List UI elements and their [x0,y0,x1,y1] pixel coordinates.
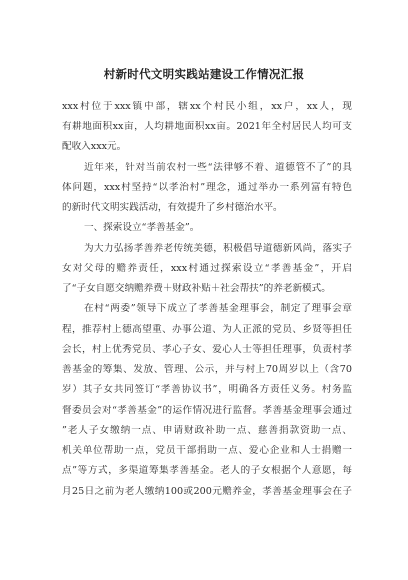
body-line: 近年来，针对当前农村一些“法律够不着、道德管不了”的具 [84,162,352,173]
body-line: 了“子女自愿交纳赡养费＋财政补贴＋社会帮扶”的养老新模式。 [62,283,331,294]
body-line: 有耕地面积xx亩，人均耕地面积xx亩。2021年全村居民人均可支 [62,121,352,132]
body-line: 点”等方式，多渠道筹集孝善基金。老人的子女根据个人意愿，每 [62,465,352,476]
body-line: 月25日之前为老人缴纳100或200元赡养金，孝善基金理事会在子 [62,486,352,497]
body-line: 督委员会对“孝善基金”的运作情况进行监督。孝善基金理事会通过 [62,405,352,416]
body-line: xxx村位于xxx镇中部，辖xx个村民小组，xx户，xx人，现 [62,101,352,112]
body-line: 为大力弘扬孝善养老传统美德，积极倡导道德新风尚，落实子 [84,243,352,254]
body-line: 程，推荐村上德高望重、办事公道、为人正派的党员、乡贤等担任 [62,324,352,335]
body-line: 体问题，xxx村坚持“以孝治村”理念，通过举办一系列富有特色 [62,182,352,193]
body-line: 的新时代文明实践活动，有效提升了乡村德治水平。 [62,202,283,213]
body-line: 女对父母的赡养责任，xxx村通过探索设立“孝善基金”，开启 [62,263,352,274]
body-line: 机关单位帮助一点，党员干部捐助一点、爱心企业和人士捐赠一 [62,445,352,456]
body-line: 在村“两委”领导下成立了孝善基金理事会，制定了理事会章 [84,303,352,314]
body-line: 善基金的筹集、发放、管理、公示，并与村上70周岁以上（含70 [62,364,352,375]
body-line: 岁）其子女共同签订“孝善协议书”，明确各方责任义务。村务监 [62,384,352,395]
section-heading: 一、探索设立“孝善基金”。 [84,222,200,233]
body-line: 会长，村上优秀党员、孝心子女、爱心人士等担任理事，负责村孝 [62,344,352,355]
document-title: 村新时代文明实践站建设工作情况汇报 [103,67,305,81]
body-line: 配收入xxx元。 [62,141,127,152]
body-line: ”老人子女缴纳一点、申请财政补助一点、慈善捐款资助一点、 [62,425,352,436]
